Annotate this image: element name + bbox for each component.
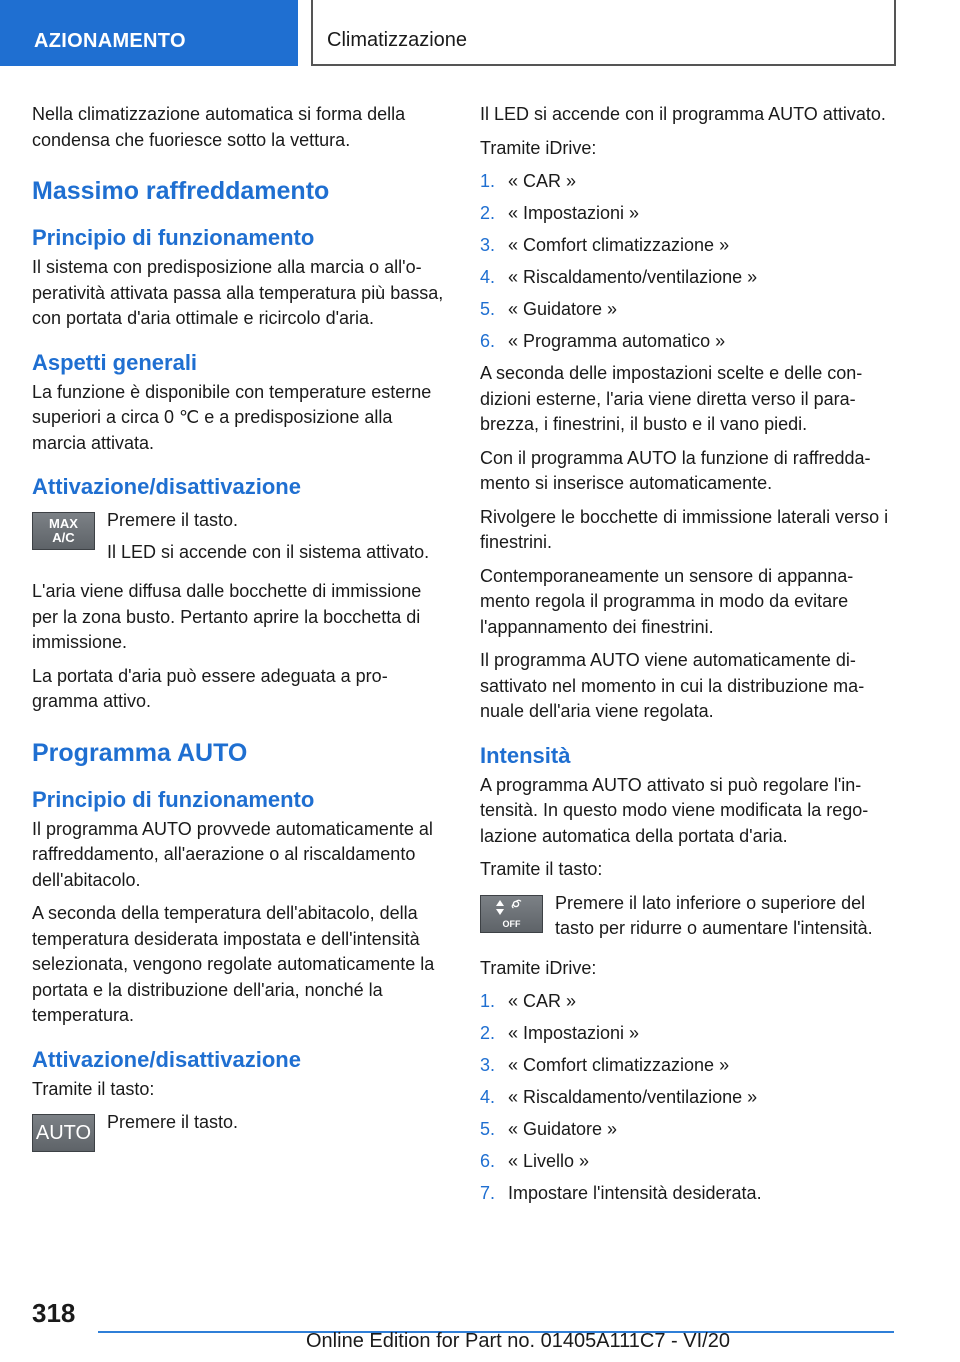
step-text: « Guidatore »: [508, 299, 618, 319]
heading-auto-program: Programma AUTO: [32, 738, 248, 767]
step-number: 2.: [480, 1023, 496, 1043]
list-item: [480, 233, 895, 258]
step-text: « CAR »: [508, 171, 577, 191]
step-text: « Programma automatico »: [508, 331, 726, 351]
via-idrive-text: Tramite iDrive:: [480, 137, 597, 158]
intensity-row: [480, 891, 895, 948]
auto-button-icon: [32, 1114, 95, 1152]
step-text: « Impostazioni »: [508, 203, 640, 223]
list-item: [480, 989, 895, 1014]
intensity-instructions: [555, 891, 895, 948]
step-text: Impostare l'intensità desiderata.: [508, 1183, 762, 1203]
list-item: [480, 297, 895, 322]
step-number: 6.: [480, 331, 496, 351]
list-item: [480, 1053, 895, 1078]
list-item: [480, 329, 895, 354]
paragraph-flow: La portata d'aria può essere adeguata a programma attivo.: [32, 665, 388, 711]
step-number: 4.: [480, 1087, 496, 1107]
led-auto-text: Il LED si accende con il programma AUTO attivato.: [480, 104, 886, 124]
heading-max-cooling: Massimo raffreddamento: [32, 177, 330, 205]
ac-label: A/C: [52, 530, 75, 545]
auto-row: [32, 1110, 447, 1152]
heading-auto-principle: Principio di funzionamento: [32, 786, 315, 812]
paragraph-fog-sensor: Contemporaneamente un sensore di appannamento regola il programma in modo da evitare l'appannamento dei finestrini.: [480, 565, 854, 637]
paragraph-deactivation: Il programma AUTO viene automaticamente disattivato nel momento in cui la distribuzione manuale dell'aria viene regolata.: [480, 650, 865, 721]
step-text: « Comfort climatizzazione »: [508, 1055, 730, 1075]
max-label: MAX: [49, 516, 78, 531]
step-text: « Impostazioni »: [508, 1023, 640, 1043]
heading-auto-activation: Attivazione/disattivazione: [32, 1046, 301, 1072]
auto-press-text: Premere il tasto.: [107, 1112, 239, 1132]
list-item: [480, 201, 895, 226]
idrive-steps-intensity: [480, 989, 895, 1206]
list-item: [480, 1021, 895, 1046]
paragraph-auto-regulation: A seconda della temperatura dell'abitacolo, della temperatura desiderata impostata e dell'intensità selezionata, vengono regolate automaticamente la portata e la distribuzione dell'aria, nonché la temperatura.: [32, 903, 435, 1025]
paragraph-distribution: A seconda delle impostazioni scelte e delle condizioni esterne, l'aria viene diretta verso il parabrezza, i finestrini, il busto e il vano piedi.: [480, 363, 863, 434]
fan-button-icon: [480, 895, 543, 933]
list-item: [480, 1117, 895, 1142]
step-number: 3.: [480, 1055, 496, 1075]
step-number: 1.: [480, 991, 496, 1011]
left-column: [32, 102, 447, 1160]
fan-icon: [490, 897, 534, 917]
footer-edition: Online Edition for Part no. 01405A111C7 - VI/20: [306, 1330, 730, 1352]
max-ac-button-icon: [32, 512, 95, 550]
step-text: « CAR »: [508, 991, 577, 1011]
step-text: « Comfort climatizzazione »: [508, 235, 730, 255]
list-item: [480, 1085, 895, 1110]
intensity-via-button: Tramite il tasto:: [480, 859, 603, 879]
step-number: 1.: [480, 171, 496, 191]
paragraph-air: L'aria viene diffusa dalle bocchette di immissione per la zona busto. Pertanto aprire la bocchetta di immissione.: [32, 581, 422, 652]
step-number: 2.: [480, 203, 496, 223]
max-ac-instructions: [107, 508, 447, 571]
auto-instructions: [107, 1110, 447, 1142]
heading-principle: Principio di funzionamento: [32, 225, 315, 250]
paragraph-cooling-auto: Con il programma AUTO la funzione di raffreddamento si inserisce automaticamente.: [480, 447, 871, 493]
page-header: [0, 0, 960, 66]
led-text: Il LED si accende con il sistema attivato.: [107, 541, 430, 562]
list-item: [480, 1149, 895, 1174]
step-number: 5.: [480, 1119, 496, 1139]
paragraph-general: La funzione è disponibile con temperature esterne superiori a circa 0 ℃ e a predisposizione alla marcia attivata.: [32, 381, 432, 453]
list-item: [480, 265, 895, 290]
paragraph-vents: Rivolgere le bocchette di immissione laterali verso i finestrini.: [480, 506, 889, 552]
step-text: « Guidatore »: [508, 1119, 618, 1139]
paragraph-intensity: A programma AUTO attivato si può regolare l'intensità. In questo modo viene modificata la regolazione automatica della portata d'aria.: [480, 774, 869, 846]
intro-paragraph: Nella climatizzazione automatica si forma della condensa che fuoriesce sotto la vettura.: [32, 104, 406, 150]
intensity-button-text: Premere il lato inferiore o superiore del tasto per ridurre o aumentare l'intensità.: [555, 892, 873, 938]
max-ac-row: [32, 508, 447, 571]
section-tab: AZIONAMENTO: [0, 0, 298, 66]
list-item: [480, 169, 895, 194]
paragraph-principle: Il sistema con predisposizione alla marcia o all'operatività attivata passa alla temperatura più bassa, con portata d'aria ottimale e ricircolo d'aria.: [32, 257, 444, 328]
paragraph-auto-principle: Il programma AUTO provvede automaticamente al raffreddamento, all'aerazione o al riscaldamento dell'abitacolo.: [32, 818, 433, 890]
page-number: 318: [32, 1298, 76, 1328]
idrive-steps-auto: [480, 169, 895, 354]
step-text: « Livello »: [508, 1151, 590, 1171]
step-number: 3.: [480, 235, 496, 255]
step-number: 6.: [480, 1151, 496, 1171]
right-column: [480, 102, 895, 1213]
chapter-tab: Climatizzazione: [311, 0, 896, 66]
press-button-text: Premere il tasto.: [107, 510, 239, 530]
off-label: OFF: [502, 918, 521, 929]
step-number: 7.: [480, 1183, 496, 1203]
step-text: « Riscaldamento/ventilazione »: [508, 1087, 758, 1107]
step-number: 4.: [480, 267, 496, 287]
step-number: 5.: [480, 299, 496, 319]
heading-intensity: Intensità: [480, 742, 571, 768]
intensity-via-idrive: Tramite iDrive:: [480, 957, 597, 978]
step-text: « Riscaldamento/ventilazione »: [508, 267, 758, 287]
heading-general: Aspetti generali: [32, 349, 198, 375]
auto-label: AUTO: [35, 1122, 92, 1144]
list-item: [480, 1181, 895, 1206]
via-button-text: Tramite il tasto:: [32, 1078, 155, 1099]
heading-activation: Attivazione/disattivazione: [32, 474, 301, 499]
